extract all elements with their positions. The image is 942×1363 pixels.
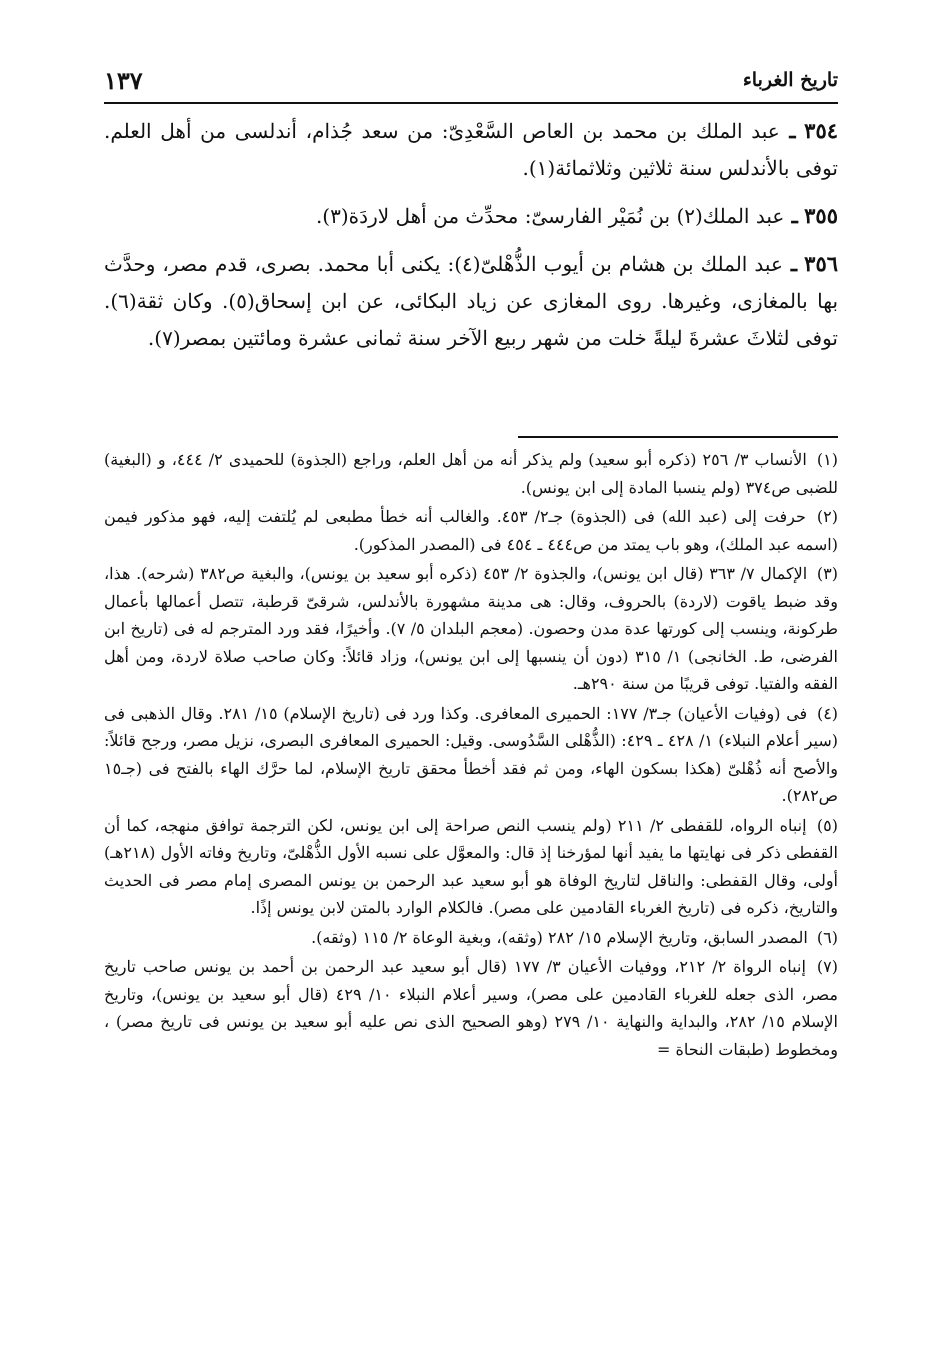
entry-number: ٣٥٤ <box>804 118 839 143</box>
footnote-text: الإكمال ٧/ ٣٦٣ (قال ابن يونس)، والجذوة ٢/ ٤٥٣ (ذكره أبو سعيد بن يونس)، والبغية ص٣٨٢ (شرحه). هذا، وقد ضبط ياقوت (لاردة) بالحروف، وقال: هى مدينة مشهورة بالأندلس، شرقىّ قرطبة، تتصل أعمالها بأعمال طركونة، وينسب إلى كورتها عدة مدن وحصون. (معجم البلدان ٥/ ٧). وأخيرًا، فقد ورد المترجم له فى (تاريخ ابن الفرضى، ط. الخانجى) ١/ ٣١٥ (دون أن ينسبها إلى ابن يونس)، وزاد قائلاً: وكان صاحب صلاة لاردة، ومن أهل الفقه والفتيا. توفى قريبًا من سنة ٢٩٠هـ. <box>104 564 838 693</box>
footnote-text: الأنساب ٣/ ٢٥٦ (ذكره أبو سعيد) ولم يذكر أنه من أهل العلم، وراجع (الجذوة) للحميدى ٢/ ٤٤٤، و (البغية) للضبى ص٣٧٤ (ولم ينسبا المادة إلى ابن يونس). <box>104 450 838 497</box>
entry-dash: ـ <box>784 203 798 228</box>
entry-text: عبد الملك بن محمد بن العاص السَّعْدِىّ: من سعد جُذام، أندلسى من أهل العلم. توفى بالأندلس سنة ثلاثين وثلاثمائة(١). <box>104 119 838 180</box>
footnote <box>104 503 838 558</box>
footnote-number: (٦) <box>816 927 838 947</box>
footnote <box>104 446 838 501</box>
footnote-text: إنباه الرواة ٢/ ٢١٢، ووفيات الأعيان ٣/ ١٧٧ (قال أبو سعيد عبد الرحمن بن أحمد بن يونس صاحب تاريخ مصر، الذى جعله للغرباء القادمين على مصر)، وسير أعلام النبلاء ١٠/ ٤٢٩ (قال أبو سعيد بن يونس)، وتاريخ الإسلام ١٥/ ٢٨٢، والبداية والنهاية ١٠/ ٢٧٩ (وهو الصحيح الذى نص عليه أبو سعيد بن يونس فى تاريخ مصر) ، ومخطوط (طبقات النحاة = <box>104 957 839 1059</box>
footnote-number: (٥) <box>816 815 838 835</box>
footnote-text: حرفت إلى (عبد الله) فى (الجذوة) جـ٢/ ٤٥٣. والغالب أنه خطأ مطبعى لم يُلتفت إليه، فهو مذكور فيمن (اسمه عبد الملك)، وهو باب يمتد من ص٤٤٤ ـ ٤٥٤ فى (المصدر المذكور). <box>104 507 838 554</box>
entry-dash: ـ <box>779 118 796 143</box>
footnote-number: (٢) <box>816 507 838 526</box>
running-title: تاريخ الغرباء <box>742 69 838 91</box>
main-text <box>104 112 838 367</box>
footnote-divider <box>518 436 838 438</box>
footnote <box>104 812 838 922</box>
footnote <box>104 924 838 952</box>
footnote-number: (٣) <box>816 564 839 583</box>
footnote-number: (٤) <box>816 703 839 723</box>
footnote <box>104 700 838 810</box>
footnote-text: فى (وفيات الأعيان) جـ٣/ ١٧٧: الحميرى المعافرى. وكذا ورد فى (تاريخ الإسلام) ١٥/ ٢٨١. وقال الذهبى فى (سير أعلام النبلاء) ١/ ٤٢٨ ـ ٤٢٩: (الذُّهْلى السَّدُوسى. وقيل: الحميرى المعافرى البصرى، نزيل مصر، ورجح قائلاً: والأصح أنه ذُهْلىّ (هكذا بسكون الهاء، ومن ثم فقد أخطأ محقق تاريخ الإسلام، لما حرَّك الهاء بالفتح فى (جـ١٥ ص٢٨٢). <box>104 703 838 805</box>
entry-number: ٣٥٦ <box>804 251 839 276</box>
footnotes <box>104 446 838 1065</box>
footnote-number: (٧) <box>816 957 839 976</box>
biography-entry <box>104 197 838 235</box>
footnote-text: المصدر السابق، وتاريخ الإسلام ١٥/ ٢٨٢ (وثقه)، وبغية الوعاة ٢/ ١١٥ (وثقه). <box>311 927 808 947</box>
footnote-number: (١) <box>816 450 839 469</box>
page-header <box>104 58 838 104</box>
biography-entry <box>104 112 838 187</box>
footnote <box>104 953 838 1063</box>
entry-dash: ـ <box>782 251 798 276</box>
footnote <box>104 560 838 698</box>
entry-number: ٣٥٥ <box>804 203 838 228</box>
entry-text: عبد الملك بن هشام بن أيوب الذُّهْلىّ(٤): يكنى أبا محمد. بصرى، قدم مصر، وحدَّث بها بالمغازى، وغيرها. روى المغازى عن زياد البكائى، عن ابن إسحاق(٥). وكان ثقة(٦). توفى لثلاثَ عشرةَ ليلةً خلت من شهر ربيع الآخر سنة ثمانى عشرة ومائتين بمصر(٧). <box>104 252 839 350</box>
entry-text: عبد الملك(٢) بن نُمَيْر الفارسىّ: محدِّث من أهل لاردَة(٣). <box>315 204 785 228</box>
page-number: ١٣٧ <box>104 65 143 95</box>
footnote-text: إنباه الرواه، للقفطى ٢/ ٢١١ (ولم ينسب النص صراحة إلى ابن يونس، لكن الترجمة توافق منهجه، كما أن القفطى ذكر فى نهايتها ما يفيد أنها لمؤرخنا إذ قال: والمعوَّل على نسبه الأول الذُّهْلىّ، وتاريخ وفاته الأول (٢١٨هـ) أولى، وقال القفطى: والناقل لتاريخ الوفاة هو أبو سعيد عبد الرحمن بن يونس المصرى إمام مصر فى الحديث والتاريخ، ذكره فى (تاريخ الغرباء القادمين على مصر). فالكلام الوارد بالمتن لابن يونس إذًا. <box>104 815 838 917</box>
biography-entry <box>104 245 838 357</box>
